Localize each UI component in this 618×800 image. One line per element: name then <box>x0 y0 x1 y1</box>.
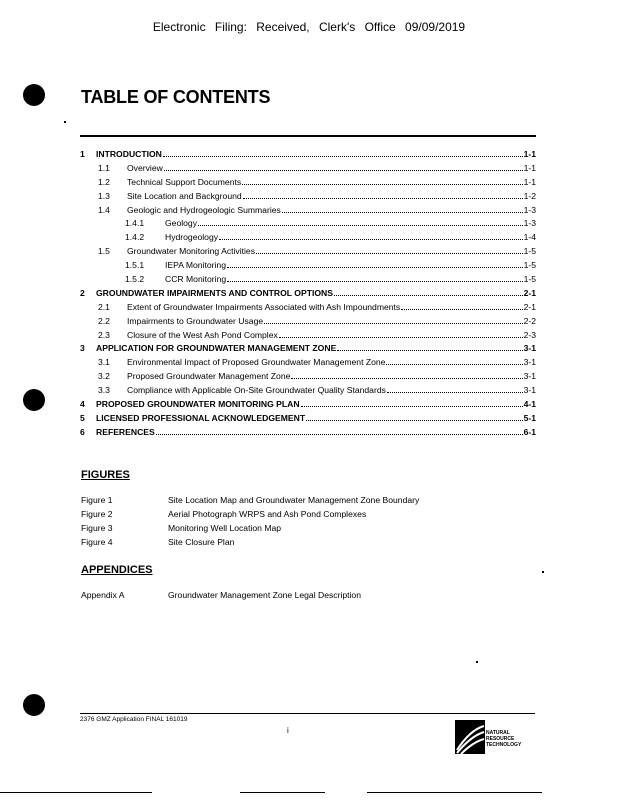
toc-section-title: Impairments to Groundwater Usage <box>127 315 264 326</box>
appendix-item <box>81 588 361 602</box>
toc-leader-dots <box>163 156 523 157</box>
toc-page-number: 1-5 <box>523 260 536 271</box>
toc-leader-dots <box>387 392 523 393</box>
toc-section-title: IEPA Monitoring <box>165 260 226 271</box>
toc-row <box>80 217 536 231</box>
scan-edge-line <box>367 792 542 793</box>
figure-item-label: Figure 3 <box>81 523 113 533</box>
punch-hole-top <box>23 84 45 106</box>
toc-row <box>80 342 536 356</box>
toc-section-number: 1.5.1 <box>125 260 145 271</box>
toc-row <box>80 426 536 440</box>
appendix-item-label: Appendix A <box>81 590 125 600</box>
page-number: i <box>287 726 289 735</box>
toc-section-title: Technical Support Documents <box>127 176 242 187</box>
toc-row <box>80 329 536 343</box>
toc-leader-dots <box>198 225 523 226</box>
toc-section-number: 2.3 <box>98 329 110 340</box>
toc-leader-dots <box>301 406 523 407</box>
figure-item-label: Figure 1 <box>81 495 113 505</box>
toc-leader-dots <box>256 253 523 254</box>
toc-leader-dots <box>386 364 522 365</box>
toc-section-number: 2 <box>80 287 85 298</box>
toc-section-title: Overview <box>127 162 163 173</box>
toc-leader-dots <box>401 309 522 310</box>
toc-leader-dots <box>279 337 523 338</box>
toc-section-title: REFERENCES <box>96 426 155 437</box>
toc-row <box>80 176 536 190</box>
toc-leader-dots <box>227 267 523 268</box>
toc-row <box>80 231 536 245</box>
toc-leader-dots <box>242 184 522 185</box>
toc-section-number: 3.3 <box>98 385 110 396</box>
scan-edge-line <box>0 792 152 793</box>
toc-section-title: Environmental Impact of Proposed Groundwater Management Zone <box>127 357 386 368</box>
toc-section-title: Groundwater Monitoring Activities <box>127 246 256 257</box>
toc-row <box>80 287 536 301</box>
figure-item-description: Aerial Photograph WRPS and Ash Pond Complexes <box>168 509 367 519</box>
scan-speck <box>64 121 66 123</box>
toc-page-number: 1-3 <box>523 204 536 215</box>
toc-section-number: 2.2 <box>98 315 110 326</box>
toc-page-number: 1-2 <box>523 190 536 201</box>
toc-section-number: 3.2 <box>98 371 110 382</box>
toc-row <box>80 162 536 176</box>
toc-row <box>80 301 536 315</box>
footer-doc-id: 2376 GMZ Application FINAL 161019 <box>80 716 188 723</box>
toc-row <box>80 245 536 259</box>
toc-row <box>80 315 536 329</box>
figure-item <box>81 535 419 549</box>
toc-page-number: 2-2 <box>523 315 536 326</box>
toc-section-number: 2.1 <box>98 301 110 312</box>
toc-page-number: 1-4 <box>523 232 536 243</box>
appendices-heading: APPENDICES <box>81 564 153 576</box>
toc-row <box>80 204 536 218</box>
toc-page-number: 2-3 <box>523 329 536 340</box>
toc-section-number: 1.4.1 <box>125 218 145 229</box>
toc-leader-dots <box>334 295 523 296</box>
figure-item-description: Site Location Map and Groundwater Management Zone Boundary <box>168 495 420 505</box>
scan-edge-line <box>240 792 325 793</box>
toc-section-title: Site Location and Background <box>127 190 242 201</box>
toc-section-title: GROUNDWATER IMPAIRMENTS AND CONTROL OPTIONS <box>96 287 333 298</box>
toc-section-number: 1 <box>80 149 85 159</box>
toc-row <box>80 412 536 426</box>
scan-speck <box>542 571 544 573</box>
toc-section-title: INTRODUCTION <box>96 149 162 159</box>
toc-leader-dots <box>243 198 523 199</box>
toc-page-number: 4-1 <box>523 399 536 410</box>
toc-section-number: 3.1 <box>98 357 110 368</box>
toc-page-number: 3-1 <box>523 385 536 396</box>
toc-leader-dots <box>337 350 522 351</box>
toc-section-number: 1.4.2 <box>125 232 145 243</box>
punch-hole-bottom <box>23 694 45 716</box>
toc-section-number: 1.1 <box>98 162 110 173</box>
toc-section-title: Hydrogeology <box>165 232 219 243</box>
toc-row <box>80 259 536 273</box>
figures-heading: FIGURES <box>81 469 130 481</box>
toc-page-number: 1-5 <box>523 246 536 257</box>
toc-row <box>80 370 536 384</box>
toc-row <box>80 190 536 204</box>
toc-row <box>80 384 536 398</box>
toc-section-number: 1.2 <box>98 176 110 187</box>
toc-page-number: 6-1 <box>523 426 536 437</box>
footer-rule <box>80 713 535 714</box>
toc-section-title: CCR Monitoring <box>165 274 227 285</box>
toc-page-number: 1-5 <box>523 274 536 285</box>
figure-item-description: Site Closure Plan <box>168 537 235 547</box>
toc-page-number: 3-1 <box>523 357 536 368</box>
toc-section-number: 5 <box>80 412 85 423</box>
toc-page-number: 2-1 <box>523 287 536 298</box>
toc-page-number: 3-1 <box>523 371 536 382</box>
figure-item-label: Figure 2 <box>81 509 113 519</box>
toc-page-number: 5-1 <box>523 412 536 423</box>
appendix-item-description: Groundwater Management Zone Legal Description <box>168 590 361 600</box>
toc-section-title: Geologic and Hydrogeologic Summaries <box>127 204 281 215</box>
logo-line-1: NATURAL <box>486 730 510 736</box>
toc-section-title: Proposed Groundwater Management Zone <box>127 371 291 382</box>
table-of-contents <box>80 148 536 440</box>
toc-leader-dots <box>164 170 523 171</box>
toc-page-number: 1-1 <box>523 176 536 187</box>
toc-section-number: 6 <box>80 426 85 437</box>
punch-hole-middle <box>23 389 45 411</box>
scan-speck <box>476 661 478 663</box>
toc-section-number: 1.3 <box>98 190 110 201</box>
toc-leader-dots <box>219 239 523 240</box>
figure-item-label: Figure 4 <box>81 537 113 547</box>
figure-item <box>81 521 419 535</box>
toc-section-number: 1.4 <box>98 204 110 215</box>
figure-item-description: Monitoring Well Location Map <box>168 523 282 533</box>
figures-list <box>81 493 419 549</box>
toc-leader-dots <box>282 212 523 213</box>
figure-item <box>81 493 419 507</box>
toc-page-number: 1-3 <box>523 218 536 229</box>
toc-page-number: 1-1 <box>523 149 536 159</box>
toc-section-number: 1.5.2 <box>125 274 145 285</box>
logo-line-2: RESOURCE <box>486 736 515 742</box>
toc-row <box>80 398 536 412</box>
logo-text <box>486 730 521 748</box>
toc-leader-dots <box>291 378 522 379</box>
toc-row <box>80 148 536 162</box>
toc-section-number: 3 <box>80 343 85 354</box>
toc-page-number: 2-1 <box>523 301 536 312</box>
page-title: TABLE OF CONTENTS <box>81 87 271 107</box>
toc-leader-dots <box>306 420 522 421</box>
toc-section-number: 4 <box>80 399 85 410</box>
toc-section-title: Compliance with Applicable On-Site Groundwater Quality Standards <box>127 385 386 396</box>
logo-line-3: TECHNOLOGY <box>486 742 522 748</box>
toc-section-title: Geology <box>165 218 198 229</box>
toc-row <box>80 273 536 287</box>
toc-section-title: PROPOSED GROUNDWATER MONITORING PLAN <box>96 399 300 410</box>
toc-leader-dots <box>227 281 522 282</box>
toc-section-number: 1.5 <box>98 246 110 257</box>
toc-leader-dots <box>156 434 523 435</box>
appendices-list <box>81 588 361 602</box>
toc-page-number: 1-1 <box>523 162 536 173</box>
toc-page-number: 3-1 <box>523 343 536 354</box>
toc-section-title: APPLICATION FOR GROUNDWATER MANAGEMENT ZONE <box>96 343 337 354</box>
toc-row <box>80 356 536 370</box>
toc-leader-dots <box>264 323 522 324</box>
title-rule <box>80 135 536 137</box>
toc-section-title: Closure of the West Ash Pond Complex <box>127 329 278 340</box>
figure-item <box>81 507 419 521</box>
toc-section-title: LICENSED PROFESSIONAL ACKNOWLEDGEMENT <box>96 412 306 423</box>
toc-section-title: Extent of Groundwater Impairments Associated with Ash Impoundments <box>127 301 401 312</box>
filing-header: Electronic Filing: Received, Clerk's Office 09/09/2019 <box>152 20 466 34</box>
